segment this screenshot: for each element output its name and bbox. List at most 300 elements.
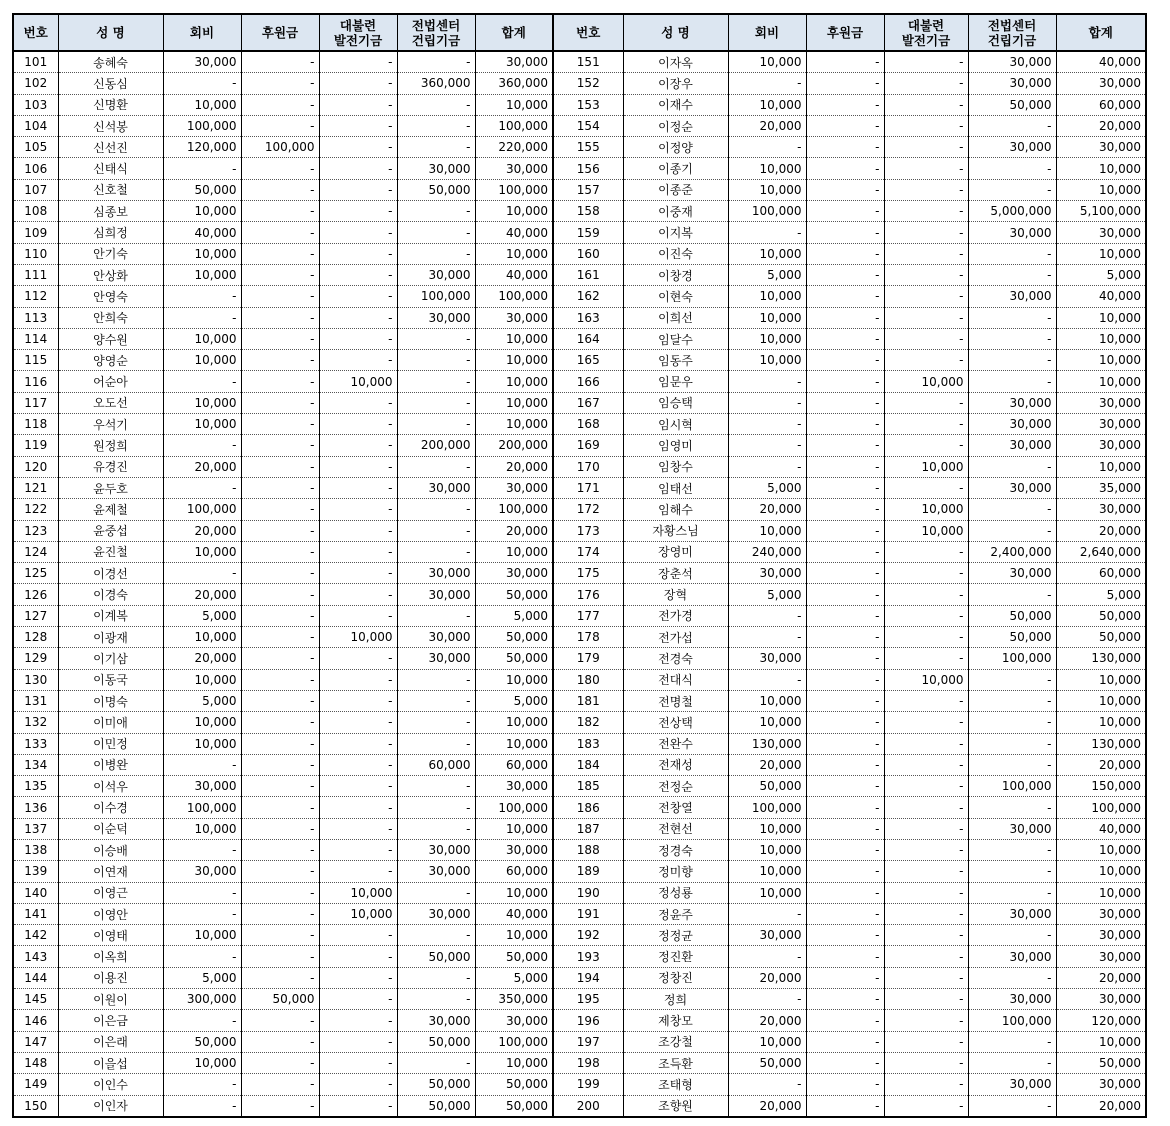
cell-sponsorship: -: [241, 73, 319, 94]
cell-development-fund: -: [319, 158, 397, 179]
cell-development-fund: -: [319, 754, 397, 775]
cell-development-fund: -: [319, 584, 397, 605]
cell-development-fund: -: [319, 967, 397, 988]
donation-sheet: [12, 13, 1147, 1118]
cell-total: 10,000: [475, 818, 553, 839]
table-row: [13, 179, 1146, 200]
cell-total: 10,000: [475, 350, 553, 371]
cell-membership-fee: -: [163, 839, 241, 860]
cell-center-fund: -: [968, 733, 1056, 754]
cell-center-fund: -: [397, 371, 475, 392]
cell-name: 임태선: [623, 477, 728, 498]
cell-membership-fee: -: [163, 307, 241, 328]
cell-center-fund: -: [397, 776, 475, 797]
cell-center-fund: -: [968, 925, 1056, 946]
cell-center-fund: -: [397, 669, 475, 690]
cell-total: 10,000: [1056, 328, 1146, 349]
cell-development-fund: -: [319, 648, 397, 669]
cell-total: 10,000: [1056, 456, 1146, 477]
cell-no: 114: [13, 328, 58, 349]
cell-no: 141: [13, 903, 58, 924]
cell-membership-fee: 10,000: [163, 1052, 241, 1073]
cell-total: 20,000: [475, 520, 553, 541]
cell-total: 150,000: [1056, 776, 1146, 797]
cell-no: 193: [553, 946, 623, 967]
cell-membership-fee: 20,000: [728, 115, 806, 136]
table-row: [13, 733, 1146, 754]
cell-no: 164: [553, 328, 623, 349]
cell-sponsorship: -: [241, 243, 319, 264]
cell-no: 175: [553, 563, 623, 584]
cell-total: 50,000: [1056, 605, 1146, 626]
cell-center-fund: -: [397, 51, 475, 73]
cell-no: 191: [553, 903, 623, 924]
cell-sponsorship: -: [241, 861, 319, 882]
cell-membership-fee: 20,000: [163, 456, 241, 477]
cell-no: 169: [553, 435, 623, 456]
cell-membership-fee: 20,000: [163, 520, 241, 541]
cell-total: 20,000: [1056, 520, 1146, 541]
cell-center-fund: -: [397, 243, 475, 264]
header-no: 번호: [13, 14, 58, 51]
cell-sponsorship: -: [241, 648, 319, 669]
cell-sponsorship: -: [806, 925, 884, 946]
cell-no: 116: [13, 371, 58, 392]
cell-name: 이인자: [58, 1095, 163, 1117]
cell-development-fund: -: [319, 414, 397, 435]
cell-development-fund: -: [884, 392, 968, 413]
cell-no: 125: [13, 563, 58, 584]
header-development-fund: 대불련 발전기금: [884, 14, 968, 51]
cell-no: 152: [553, 73, 623, 94]
cell-sponsorship: -: [806, 94, 884, 115]
cell-center-fund: 30,000: [968, 137, 1056, 158]
table-row: [13, 1010, 1146, 1031]
cell-center-fund: -: [968, 456, 1056, 477]
cell-development-fund: -: [319, 94, 397, 115]
cell-name: 이옥희: [58, 946, 163, 967]
cell-membership-fee: 20,000: [728, 967, 806, 988]
cell-development-fund: -: [319, 1074, 397, 1095]
cell-membership-fee: -: [163, 1074, 241, 1095]
cell-center-fund: -: [968, 179, 1056, 200]
cell-membership-fee: 240,000: [728, 541, 806, 562]
table-row: [13, 1052, 1146, 1073]
cell-membership-fee: 20,000: [728, 754, 806, 775]
cell-sponsorship: -: [241, 392, 319, 413]
cell-sponsorship: -: [241, 627, 319, 648]
cell-membership-fee: -: [728, 137, 806, 158]
cell-name: 조강철: [623, 1031, 728, 1052]
cell-no: 187: [553, 818, 623, 839]
cell-development-fund: -: [884, 563, 968, 584]
cell-no: 174: [553, 541, 623, 562]
cell-development-fund: -: [319, 201, 397, 222]
cell-sponsorship: -: [806, 73, 884, 94]
cell-name: 이현숙: [623, 286, 728, 307]
cell-name: 이수경: [58, 797, 163, 818]
cell-sponsorship: -: [241, 1095, 319, 1117]
cell-total: 30,000: [475, 51, 553, 73]
table-row: [13, 882, 1146, 903]
cell-center-fund: 30,000: [397, 861, 475, 882]
table-row: [13, 371, 1146, 392]
cell-sponsorship: -: [806, 627, 884, 648]
cell-name: 이은래: [58, 1031, 163, 1052]
cell-name: 우석기: [58, 414, 163, 435]
cell-total: 10,000: [1056, 179, 1146, 200]
cell-center-fund: -: [968, 350, 1056, 371]
cell-total: 40,000: [475, 222, 553, 243]
cell-no: 144: [13, 967, 58, 988]
cell-center-fund: 30,000: [968, 286, 1056, 307]
cell-development-fund: -: [319, 456, 397, 477]
cell-center-fund: -: [968, 520, 1056, 541]
cell-name: 이광재: [58, 627, 163, 648]
cell-development-fund: -: [884, 946, 968, 967]
cell-total: 10,000: [475, 712, 553, 733]
cell-center-fund: 30,000: [397, 648, 475, 669]
cell-center-fund: -: [397, 925, 475, 946]
cell-total: 30,000: [1056, 946, 1146, 967]
cell-membership-fee: -: [728, 371, 806, 392]
cell-membership-fee: 30,000: [728, 563, 806, 584]
cell-sponsorship: -: [241, 818, 319, 839]
cell-development-fund: -: [319, 989, 397, 1010]
cell-name: 장춘석: [623, 563, 728, 584]
cell-name: 어순아: [58, 371, 163, 392]
cell-sponsorship: -: [806, 839, 884, 860]
cell-total: 60,000: [1056, 563, 1146, 584]
table-row: [13, 264, 1146, 285]
cell-membership-fee: -: [163, 477, 241, 498]
cell-total: 30,000: [1056, 435, 1146, 456]
cell-no: 155: [553, 137, 623, 158]
cell-sponsorship: -: [806, 307, 884, 328]
header-row: [13, 14, 1146, 51]
cell-name: 장혁: [623, 584, 728, 605]
cell-sponsorship: -: [806, 51, 884, 73]
cell-center-fund: -: [397, 392, 475, 413]
cell-total: 350,000: [475, 989, 553, 1010]
cell-total: 130,000: [1056, 648, 1146, 669]
table-row: [13, 903, 1146, 924]
cell-membership-fee: 50,000: [728, 776, 806, 797]
cell-total: 100,000: [475, 797, 553, 818]
cell-total: 10,000: [1056, 158, 1146, 179]
cell-total: 30,000: [1056, 73, 1146, 94]
cell-no: 182: [553, 712, 623, 733]
cell-total: 60,000: [475, 754, 553, 775]
cell-development-fund: -: [319, 392, 397, 413]
cell-membership-fee: 50,000: [163, 179, 241, 200]
cell-center-fund: -: [397, 94, 475, 115]
cell-name: 정성룡: [623, 882, 728, 903]
cell-center-fund: 30,000: [968, 818, 1056, 839]
cell-membership-fee: -: [163, 882, 241, 903]
cell-sponsorship: -: [806, 754, 884, 775]
cell-name: 신석봉: [58, 115, 163, 136]
cell-name: 이경선: [58, 563, 163, 584]
table-row: [13, 286, 1146, 307]
cell-membership-fee: 5,000: [728, 264, 806, 285]
cell-total: 30,000: [1056, 499, 1146, 520]
cell-name: 이동국: [58, 669, 163, 690]
cell-total: 50,000: [1056, 1052, 1146, 1073]
cell-development-fund: -: [319, 520, 397, 541]
cell-sponsorship: -: [241, 690, 319, 711]
cell-name: 이계복: [58, 605, 163, 626]
cell-development-fund: -: [319, 690, 397, 711]
cell-name: 양수원: [58, 328, 163, 349]
cell-center-fund: -: [397, 499, 475, 520]
cell-center-fund: -: [397, 605, 475, 626]
cell-center-fund: 30,000: [968, 989, 1056, 1010]
cell-name: 이경숙: [58, 584, 163, 605]
cell-total: 10,000: [475, 882, 553, 903]
table-row: [13, 435, 1146, 456]
cell-development-fund: -: [319, 605, 397, 626]
cell-name: 정정균: [623, 925, 728, 946]
cell-development-fund: -: [884, 605, 968, 626]
cell-no: 198: [553, 1052, 623, 1073]
cell-no: 108: [13, 201, 58, 222]
cell-no: 115: [13, 350, 58, 371]
cell-name: 이기삼: [58, 648, 163, 669]
cell-no: 105: [13, 137, 58, 158]
cell-membership-fee: 50,000: [728, 1052, 806, 1073]
header-center-fund: 전법센터 건립기금: [397, 14, 475, 51]
cell-no: 131: [13, 690, 58, 711]
cell-membership-fee: 10,000: [728, 882, 806, 903]
cell-no: 178: [553, 627, 623, 648]
cell-no: 159: [553, 222, 623, 243]
cell-sponsorship: -: [241, 882, 319, 903]
cell-center-fund: -: [397, 690, 475, 711]
cell-name: 정미향: [623, 861, 728, 882]
cell-center-fund: -: [397, 882, 475, 903]
cell-no: 106: [13, 158, 58, 179]
cell-membership-fee: 10,000: [163, 350, 241, 371]
table-row: [13, 94, 1146, 115]
cell-name: 유경진: [58, 456, 163, 477]
cell-membership-fee: 10,000: [728, 520, 806, 541]
cell-development-fund: -: [884, 158, 968, 179]
cell-membership-fee: -: [163, 563, 241, 584]
cell-no: 181: [553, 690, 623, 711]
cell-sponsorship: -: [806, 776, 884, 797]
cell-development-fund: -: [319, 477, 397, 498]
cell-total: 100,000: [475, 499, 553, 520]
table-row: [13, 51, 1146, 73]
cell-center-fund: 50,000: [397, 1031, 475, 1052]
cell-name: 윤중섭: [58, 520, 163, 541]
cell-center-fund: -: [968, 712, 1056, 733]
cell-center-fund: -: [968, 371, 1056, 392]
cell-total: 40,000: [1056, 818, 1146, 839]
cell-total: 50,000: [1056, 627, 1146, 648]
cell-center-fund: 30,000: [397, 584, 475, 605]
cell-development-fund: 10,000: [884, 669, 968, 690]
cell-name: 신선진: [58, 137, 163, 158]
cell-total: 10,000: [1056, 669, 1146, 690]
cell-name: 정경숙: [623, 839, 728, 860]
table-row: [13, 307, 1146, 328]
cell-development-fund: -: [319, 328, 397, 349]
cell-center-fund: -: [397, 350, 475, 371]
cell-name: 오도선: [58, 392, 163, 413]
cell-center-fund: 30,000: [968, 477, 1056, 498]
cell-development-fund: -: [884, 776, 968, 797]
cell-total: 5,000: [475, 967, 553, 988]
cell-membership-fee: 120,000: [163, 137, 241, 158]
cell-name: 장영미: [623, 541, 728, 562]
cell-membership-fee: 10,000: [163, 264, 241, 285]
cell-membership-fee: -: [728, 456, 806, 477]
cell-development-fund: -: [319, 115, 397, 136]
cell-development-fund: -: [319, 797, 397, 818]
cell-center-fund: -: [968, 158, 1056, 179]
cell-no: 133: [13, 733, 58, 754]
cell-development-fund: -: [319, 818, 397, 839]
cell-development-fund: -: [884, 839, 968, 860]
cell-membership-fee: 10,000: [728, 179, 806, 200]
table-row: [13, 1031, 1146, 1052]
cell-name: 자황스님: [623, 520, 728, 541]
cell-membership-fee: 20,000: [728, 1095, 806, 1117]
cell-sponsorship: -: [241, 903, 319, 924]
cell-no: 189: [553, 861, 623, 882]
cell-no: 112: [13, 286, 58, 307]
cell-no: 113: [13, 307, 58, 328]
cell-sponsorship: -: [806, 435, 884, 456]
cell-sponsorship: -: [806, 201, 884, 222]
cell-no: 161: [553, 264, 623, 285]
cell-membership-fee: -: [163, 754, 241, 775]
cell-name: 신태식: [58, 158, 163, 179]
cell-no: 145: [13, 989, 58, 1010]
cell-sponsorship: -: [241, 51, 319, 73]
cell-total: 30,000: [475, 158, 553, 179]
cell-membership-fee: 20,000: [163, 648, 241, 669]
cell-development-fund: 10,000: [884, 371, 968, 392]
cell-development-fund: 10,000: [884, 456, 968, 477]
cell-center-fund: -: [968, 328, 1056, 349]
cell-name: 이영근: [58, 882, 163, 903]
cell-name: 원정희: [58, 435, 163, 456]
cell-sponsorship: -: [806, 797, 884, 818]
cell-development-fund: -: [319, 861, 397, 882]
cell-center-fund: -: [397, 328, 475, 349]
table-row: [13, 115, 1146, 136]
cell-development-fund: -: [884, 477, 968, 498]
table-row: [13, 73, 1146, 94]
cell-development-fund: -: [884, 115, 968, 136]
cell-sponsorship: -: [806, 690, 884, 711]
cell-total: 20,000: [1056, 967, 1146, 988]
cell-development-fund: -: [884, 882, 968, 903]
cell-no: 184: [553, 754, 623, 775]
cell-name: 제창모: [623, 1010, 728, 1031]
cell-no: 157: [553, 179, 623, 200]
cell-development-fund: -: [884, 797, 968, 818]
cell-development-fund: -: [884, 51, 968, 73]
cell-no: 160: [553, 243, 623, 264]
cell-center-fund: 30,000: [968, 435, 1056, 456]
cell-development-fund: -: [319, 925, 397, 946]
cell-no: 186: [553, 797, 623, 818]
cell-no: 134: [13, 754, 58, 775]
cell-no: 166: [553, 371, 623, 392]
cell-membership-fee: 20,000: [728, 1010, 806, 1031]
cell-membership-fee: 30,000: [728, 648, 806, 669]
cell-no: 118: [13, 414, 58, 435]
cell-sponsorship: -: [241, 563, 319, 584]
cell-development-fund: -: [884, 307, 968, 328]
cell-total: 100,000: [475, 115, 553, 136]
cell-development-fund: -: [884, 648, 968, 669]
cell-name: 이자옥: [623, 51, 728, 73]
cell-development-fund: -: [319, 264, 397, 285]
cell-no: 138: [13, 839, 58, 860]
cell-sponsorship: -: [241, 967, 319, 988]
cell-development-fund: 10,000: [319, 627, 397, 648]
header-name: 성 명: [58, 14, 163, 51]
cell-development-fund: 10,000: [884, 520, 968, 541]
cell-development-fund: -: [884, 1052, 968, 1073]
cell-name: 전현선: [623, 818, 728, 839]
cell-no: 200: [553, 1095, 623, 1117]
table-row: [13, 563, 1146, 584]
cell-sponsorship: -: [241, 776, 319, 797]
cell-center-fund: 30,000: [397, 563, 475, 584]
cell-no: 123: [13, 520, 58, 541]
cell-sponsorship: -: [806, 392, 884, 413]
cell-center-fund: -: [968, 243, 1056, 264]
cell-membership-fee: 10,000: [728, 307, 806, 328]
cell-sponsorship: -: [806, 115, 884, 136]
cell-sponsorship: -: [241, 1052, 319, 1073]
cell-development-fund: -: [884, 989, 968, 1010]
cell-center-fund: -: [968, 754, 1056, 775]
cell-center-fund: -: [968, 1095, 1056, 1117]
cell-sponsorship: -: [806, 456, 884, 477]
table-row: [13, 946, 1146, 967]
cell-sponsorship: -: [806, 648, 884, 669]
cell-total: 10,000: [1056, 882, 1146, 903]
cell-no: 179: [553, 648, 623, 669]
table-row: [13, 201, 1146, 222]
cell-name: 신호철: [58, 179, 163, 200]
cell-no: 151: [553, 51, 623, 73]
cell-total: 10,000: [1056, 839, 1146, 860]
cell-membership-fee: 10,000: [728, 328, 806, 349]
cell-development-fund: 10,000: [319, 371, 397, 392]
cell-center-fund: 200,000: [397, 435, 475, 456]
cell-center-fund: -: [968, 797, 1056, 818]
cell-membership-fee: 10,000: [163, 712, 241, 733]
cell-name: 정창진: [623, 967, 728, 988]
cell-center-fund: 30,000: [968, 392, 1056, 413]
cell-name: 이정순: [623, 115, 728, 136]
cell-membership-fee: 100,000: [728, 797, 806, 818]
cell-development-fund: -: [319, 435, 397, 456]
cell-name: 이용진: [58, 967, 163, 988]
cell-name: 이명숙: [58, 690, 163, 711]
cell-sponsorship: -: [806, 967, 884, 988]
cell-membership-fee: 10,000: [728, 51, 806, 73]
cell-total: 40,000: [1056, 286, 1146, 307]
